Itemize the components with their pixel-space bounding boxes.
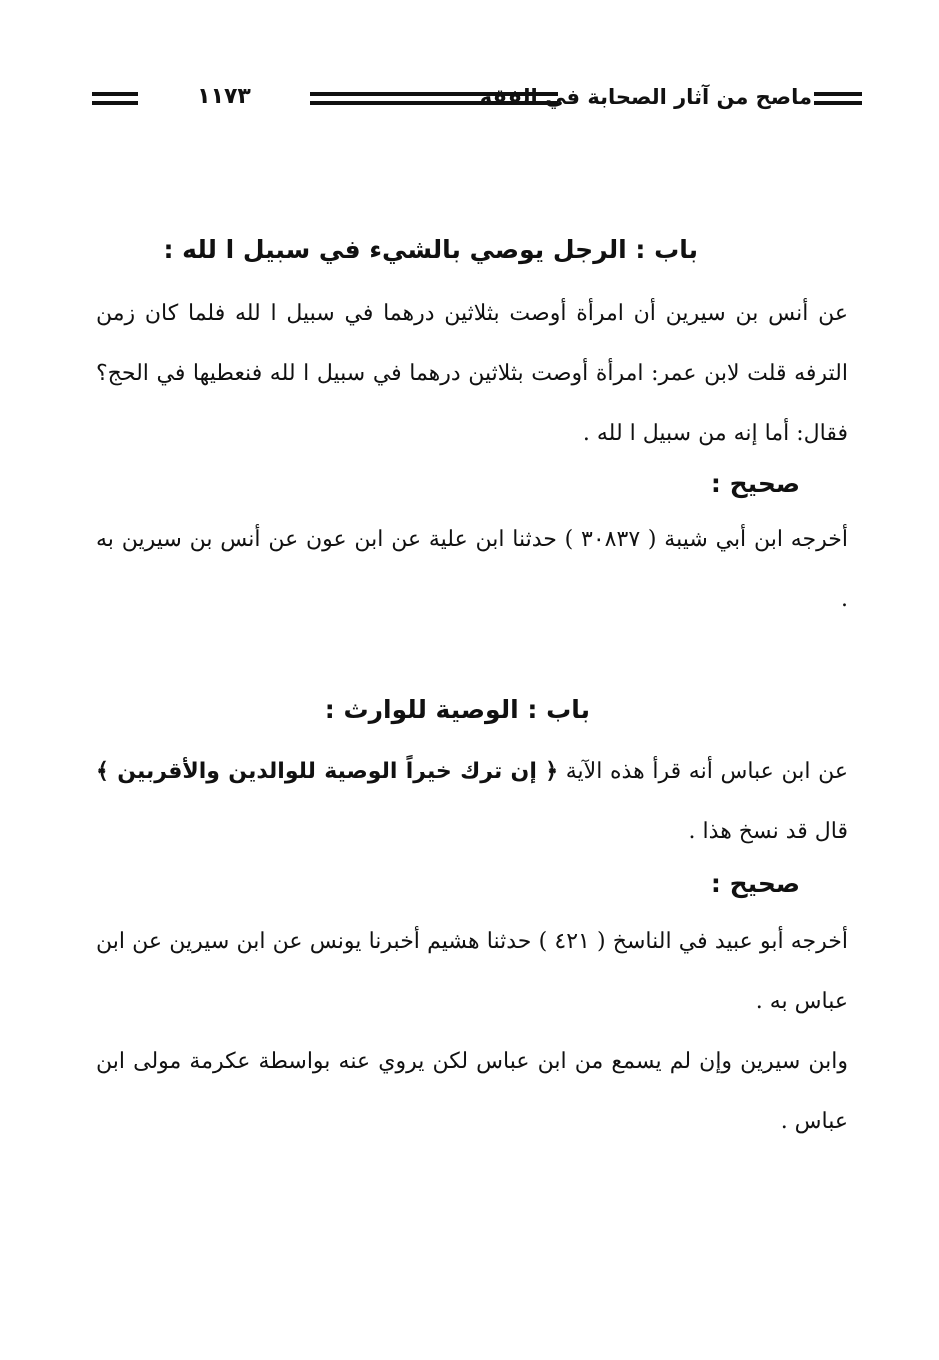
section-heading: باب : الوصية للوارث : [324, 695, 590, 724]
takhrij-block [96, 912, 848, 1152]
athar-text-after: قال قد نسخ هذا . [688, 819, 848, 844]
takhrij-text: أخرجه أبو عبيد في الناسخ ( ٤٢١ ) حدثنا هشيم أخبرنا يونس عن ابن سيرين عن ابن عباس به . [96, 929, 848, 1014]
athar-text [96, 742, 848, 862]
athar-text-before: عن ابن عباس أنه قرأ هذه الآية [565, 759, 848, 784]
section-heading: باب : الرجل يوصي بالشيء في سبيل ا لله : [163, 235, 698, 264]
takhrij-text: أخرجه ابن أبي شيبة ( ٣٠٨٣٧ ) حدثنا ابن علية عن ابن عون عن أنس بن سيرين به . [96, 527, 848, 612]
note-text: وابن سيرين وإن لم يسمع من ابن عباس لكن يروي عنه بواسطة عكرمة مولى ابن عباس . [96, 1049, 848, 1134]
running-title: ماصح من آثار الصحابة في الفقه [479, 85, 812, 109]
header-rule-left [92, 92, 138, 105]
quran-verse: ﴿ إن ترك خيراً الوصية للوالدين والأقربين ﴾ [96, 759, 559, 784]
page-number: ١١٧٣ [197, 84, 251, 109]
grading-label: صحيح : [710, 869, 800, 898]
grading-label: صحيح : [710, 469, 800, 498]
takhrij-block [96, 510, 848, 630]
header-rule-right [814, 92, 862, 105]
section-body [96, 742, 848, 862]
section-body [96, 284, 848, 464]
athar-text: عن أنس بن سيرين أن امرأة أوصت بثلاثين درهما في سبيل ا لله فلما كان زمن الترفه قلت لابن عمر: امرأة أوصت بثلاثين درهما في سبيل ا لله فنعطيها في الحج؟ فقال: أما إنه من سبيل ا لله . [96, 301, 848, 446]
running-header [92, 82, 862, 122]
